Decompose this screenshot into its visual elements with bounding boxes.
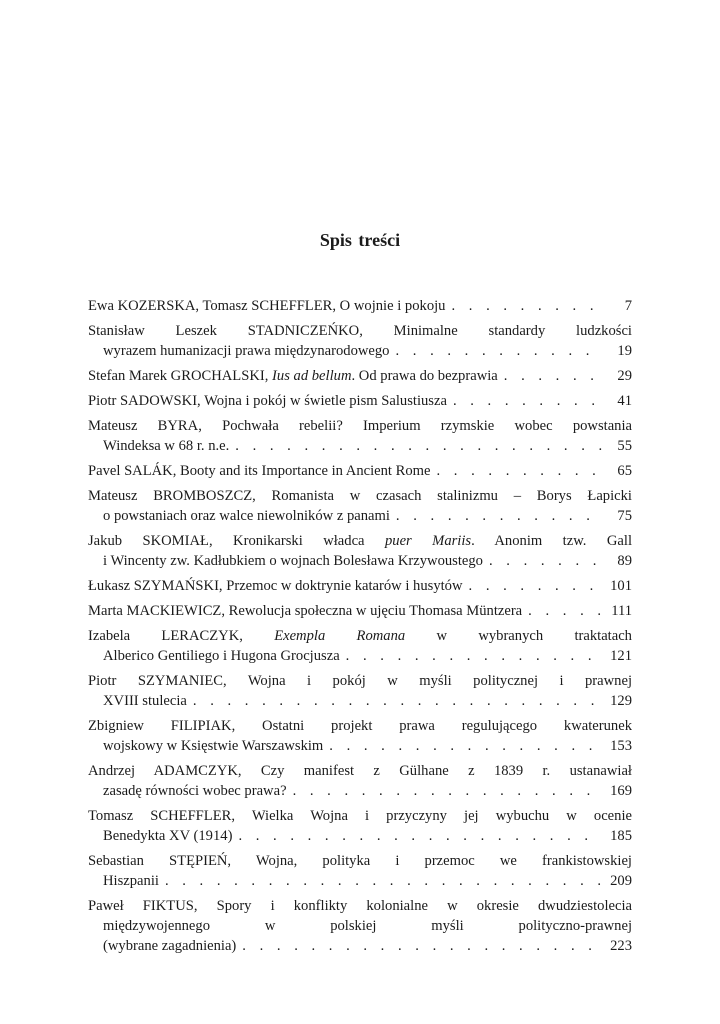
toc-entry-text-segment: Windeksa w 68 r. n.e. xyxy=(103,438,230,454)
dot-leader xyxy=(483,551,602,571)
toc-entry-text-segment: Mateusz BYRA, Pochwała rebelii? Imperium rzymskie wobec powstania xyxy=(88,418,632,434)
toc-entry-text-segment: Tomasz SCHEFFLER, Wielka Wojna i przyczyny jej wybuchu w ocenie xyxy=(88,808,632,824)
toc-entry-line xyxy=(88,486,632,506)
toc-entry-text xyxy=(88,716,632,736)
toc-entry-text xyxy=(88,531,632,551)
toc-entry-text-segment: Hiszpanii xyxy=(103,873,159,889)
toc-entry-line xyxy=(88,806,632,826)
toc-entry-text xyxy=(88,671,632,691)
toc-entry-line xyxy=(88,626,632,646)
dot-leader xyxy=(229,436,602,456)
toc-entry xyxy=(88,321,632,361)
toc-entry xyxy=(88,601,632,621)
toc-entry-text-segment: zasadę równości wobec prawa? xyxy=(103,783,287,799)
toc-entry-text xyxy=(88,486,632,506)
toc-entry-text xyxy=(88,461,431,481)
toc-page-number: 121 xyxy=(610,648,632,664)
toc-entry-text-segment: Piotr SZYMANIEC, Wojna i pokój w myśli politycznej i prawnej xyxy=(88,673,632,689)
toc-entry-text-segment: Mateusz BROMBOSZCZ, Romanista w czasach stalinizmu – Borys Łapicki xyxy=(88,488,632,504)
toc-entry-text xyxy=(103,551,483,571)
page-title: Spis treści xyxy=(319,230,401,250)
toc-entry-text xyxy=(103,736,323,756)
toc-entry xyxy=(88,626,632,666)
toc-entry-line xyxy=(88,531,632,551)
toc-entry-text xyxy=(103,781,287,801)
toc-entry-line xyxy=(88,936,632,956)
toc-page-number: 169 xyxy=(610,783,632,799)
dot-leader xyxy=(323,736,602,756)
toc-entry-line xyxy=(88,366,632,386)
toc-entry-line xyxy=(88,826,632,846)
toc-entry-text xyxy=(88,391,447,411)
toc-entry-text-segment: Pavel SALÁK, Booty and its Importance in Ancient Rome xyxy=(88,463,431,479)
toc-entry-text xyxy=(103,646,340,666)
dot-leader xyxy=(236,936,602,956)
dot-leader xyxy=(463,576,602,596)
toc-entry-text-segment: Jakub SKOMIAŁ, Kronikarski władca xyxy=(88,533,385,549)
toc-entry-line xyxy=(88,761,632,781)
dot-leader xyxy=(445,296,602,316)
toc-entry-line xyxy=(88,436,632,456)
toc-entry-text xyxy=(103,691,187,711)
toc-entry-text xyxy=(88,576,463,596)
toc-page-number: 19 xyxy=(617,343,632,359)
toc-page-number: 65 xyxy=(617,463,632,479)
toc-entry-text-segment: Ewa KOZERSKA, Tomasz SCHEFFLER, O wojnie i pokoju xyxy=(88,298,446,314)
dot-leader xyxy=(287,781,602,801)
toc-entry-text-segment: . Anonim tzw. Gall xyxy=(471,533,632,549)
toc-entry-text-segment: Sebastian STĘPIEŃ, Wojna, polityka i przemoc we frankistowskiej xyxy=(88,853,632,869)
toc-entry xyxy=(88,896,632,956)
toc-page-number: 29 xyxy=(617,368,632,384)
dot-leader xyxy=(498,366,602,386)
toc-entry-text-segment: Stefan Marek GROCHALSKI, xyxy=(88,368,273,384)
toc-page-number: 7 xyxy=(624,298,632,314)
toc-entry-text xyxy=(103,436,229,456)
toc-entry-line xyxy=(88,506,632,526)
dot-leader xyxy=(447,391,602,411)
toc-entry-text-segment: . Od prawa do bezprawia xyxy=(351,368,498,384)
toc-entry-line xyxy=(88,461,632,481)
toc-entry-line xyxy=(88,896,632,916)
toc-page-number: 41 xyxy=(617,393,632,409)
toc-entry xyxy=(88,461,632,481)
toc-entry-text xyxy=(88,896,632,916)
toc-entry-text xyxy=(88,806,632,826)
toc-entry-text-segment: wyrazem humanizacji prawa międzynarodowego xyxy=(103,343,390,359)
toc-page-number: 209 xyxy=(610,873,632,889)
toc-entry-text-segment: (wybrane zagadnienia) xyxy=(103,938,237,954)
toc-entry-text xyxy=(88,296,445,316)
toc-entry-text xyxy=(88,416,632,436)
toc-entry xyxy=(88,806,632,846)
toc-entry-text xyxy=(103,916,632,936)
toc-entry xyxy=(88,671,632,711)
toc-page-number: 55 xyxy=(617,438,632,454)
dot-leader xyxy=(431,461,603,481)
toc-entry-text-segment: Piotr SADOWSKI, Wojna i pokój w świetle pism Salustiusza xyxy=(88,393,447,409)
toc-entry-text xyxy=(103,506,390,526)
toc-entry-text xyxy=(88,321,632,341)
toc-entry-line xyxy=(88,716,632,736)
dot-leader xyxy=(390,506,602,526)
toc-page-number: 101 xyxy=(610,578,632,594)
toc-entry-line xyxy=(88,671,632,691)
toc-entry-line xyxy=(88,691,632,711)
toc-entry-line xyxy=(88,296,632,316)
toc-entry xyxy=(88,576,632,596)
toc-entry xyxy=(88,851,632,891)
toc-entry-text-segment: Alberico Gentiliego i Hugona Grocjusza xyxy=(103,648,340,664)
dot-leader xyxy=(232,826,602,846)
toc-entry-line xyxy=(88,391,632,411)
toc-entry xyxy=(88,716,632,756)
toc-entry-line xyxy=(88,851,632,871)
toc-entry-text-segment: Benedykta XV (1914) xyxy=(103,828,233,844)
dot-leader xyxy=(159,871,602,891)
toc-entry-italic-text: Ius ad bellum xyxy=(272,368,352,384)
toc-entry-text-segment: Marta MACKIEWICZ, Rewolucja społeczna w ujęciu Thomasa Müntzera xyxy=(88,603,523,619)
dot-leader xyxy=(187,691,602,711)
toc-entry-line xyxy=(88,916,632,936)
toc-entry-text xyxy=(103,341,389,361)
toc-entry-text xyxy=(88,761,632,781)
toc-entry-line xyxy=(88,416,632,436)
toc-entry xyxy=(88,366,632,386)
toc-entry-text-segment: Andrzej ADAMCZYK, Czy manifest z Gülhane z 1839 r. ustanawiał xyxy=(88,763,632,779)
toc-entry-text-segment: o powstaniach oraz walce niewolników z panami xyxy=(103,508,390,524)
toc-entry-text-segment: Stanisław Leszek STADNICZEŃKO, Minimalne standardy ludzkości xyxy=(88,323,632,339)
toc-entry-text xyxy=(103,936,236,956)
toc-entry-line xyxy=(88,871,632,891)
toc-entry-text-segment: XVIII stulecia xyxy=(103,693,187,709)
toc-entry-line xyxy=(88,646,632,666)
toc-entry xyxy=(88,531,632,571)
toc-page-number: 129 xyxy=(610,693,632,709)
toc-entry-line xyxy=(88,781,632,801)
dot-leader xyxy=(389,341,602,361)
toc-page-number: 223 xyxy=(610,938,632,954)
toc-entry-line xyxy=(88,601,632,621)
toc-entry-text xyxy=(103,826,232,846)
toc-entry xyxy=(88,416,632,456)
toc-entry-italic-text: Exempla Romana xyxy=(274,628,406,644)
toc-entry-text-segment: i Wincenty zw. Kadłubkiem o wojnach Bolesława Krzywoustego xyxy=(103,553,483,569)
toc-entry-text-segment: wojskowy w Księstwie Warszawskim xyxy=(103,738,324,754)
toc-entry-text-segment: Izabela LERACZYK, xyxy=(88,628,275,644)
toc-page-number: 153 xyxy=(610,738,632,754)
toc-entry-text xyxy=(103,871,159,891)
toc-entry-line xyxy=(88,551,632,571)
toc-entry-text xyxy=(88,851,632,871)
dot-leader xyxy=(522,601,602,621)
toc-page-number: 185 xyxy=(610,828,632,844)
toc-entry-text xyxy=(88,626,632,646)
toc-entry xyxy=(88,486,632,526)
toc-entry-text xyxy=(88,366,498,386)
toc-entry-line xyxy=(88,341,632,361)
toc-entry-line xyxy=(88,321,632,341)
toc-page-number: 111 xyxy=(611,603,632,619)
toc-entry-text xyxy=(88,601,522,621)
toc-entry-text-segment: Łukasz SZYMAŃSKI, Przemoc w doktrynie katarów i husytów xyxy=(88,578,463,594)
toc-entry-line xyxy=(88,736,632,756)
toc-entry xyxy=(88,761,632,801)
toc-entry-italic-text: puer Mariis xyxy=(384,533,472,549)
toc-list xyxy=(88,296,632,961)
toc-entry-text-segment: w wybranych traktatach xyxy=(405,628,632,644)
toc-page-number: 89 xyxy=(617,553,632,569)
toc-entry-text-segment: Zbigniew FILIPIAK, Ostatni projekt prawa regulującego kwaterunek xyxy=(88,718,632,734)
toc-entry xyxy=(88,296,632,316)
toc-entry-text-segment: międzywojennego w polskiej myśli polityczno-prawnej xyxy=(103,918,632,934)
toc-entry xyxy=(88,391,632,411)
toc-page-number: 75 xyxy=(617,508,632,524)
toc-entry-text-segment: Paweł FIKTUS, Spory i konflikty kolonialne w okresie dwudziestolecia xyxy=(88,898,632,914)
toc-entry-line xyxy=(88,576,632,596)
dot-leader xyxy=(340,646,602,666)
